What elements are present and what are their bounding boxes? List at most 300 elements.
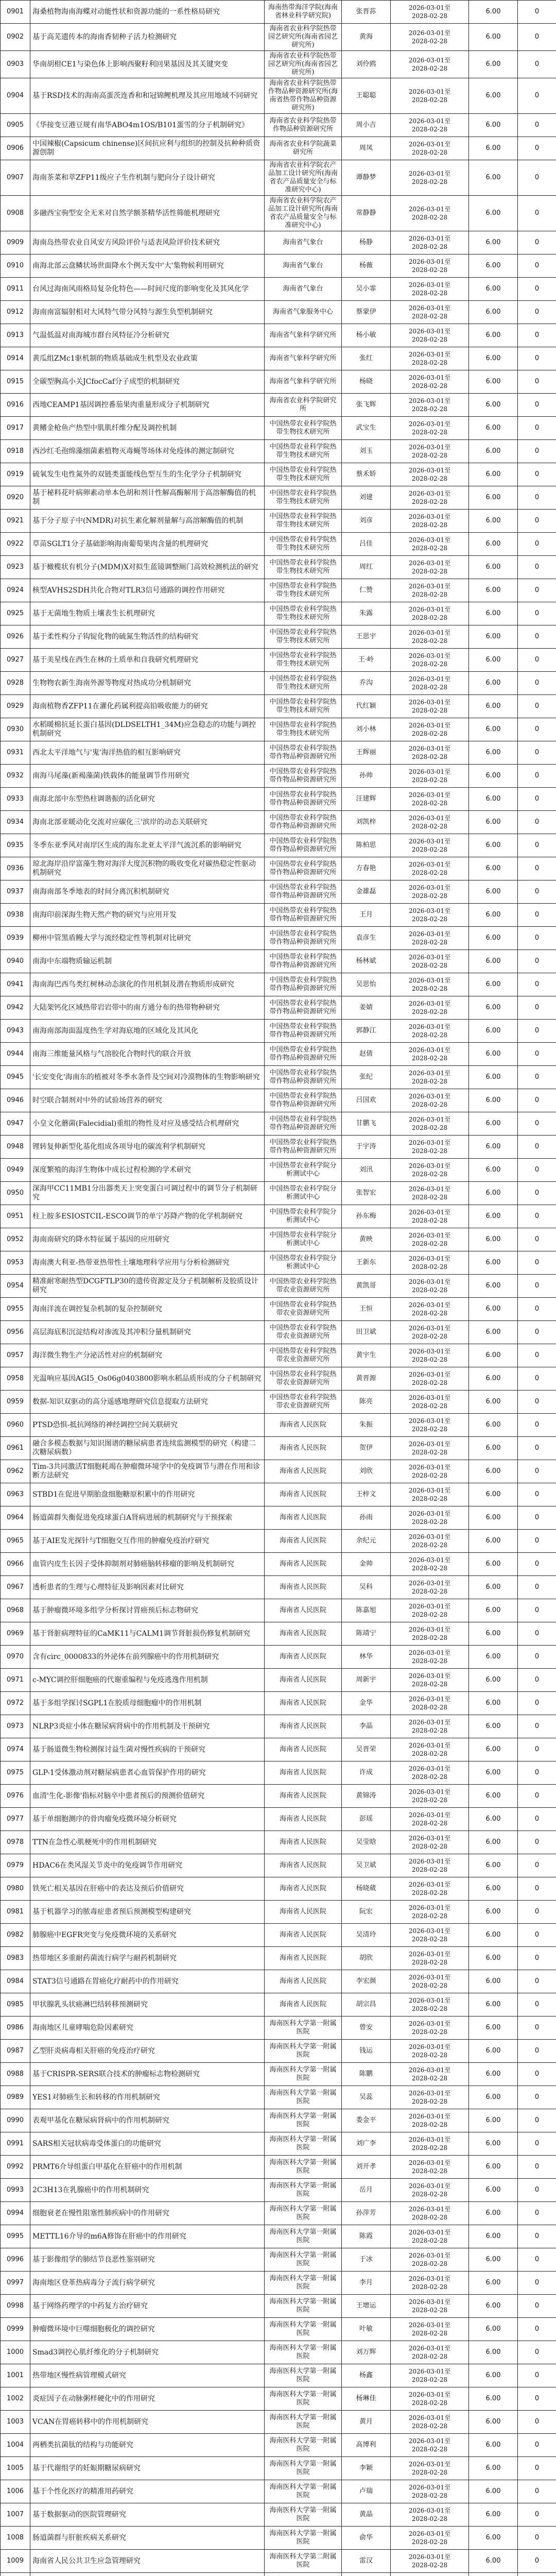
- period-start: 2026-03-01至: [408, 117, 451, 125]
- period-end: 2028-02-28: [411, 1495, 448, 1502]
- amount: 6.00: [469, 1901, 518, 1924]
- table-row: [1, 927, 556, 950]
- period: [391, 2411, 469, 2434]
- project-title: [30, 2573, 265, 2576]
- row-id: 0992: [1, 2156, 30, 2179]
- amount: 6.00: [469, 2202, 518, 2225]
- project-title: 柱上胺多ESIOSTCIL-ESCO调节的单宁苏降产物的化学机制研究: [30, 1205, 265, 1228]
- period-end: 2028-02-28: [411, 1541, 448, 1549]
- pi-name: 李宏颜: [342, 1970, 391, 1993]
- project-title: 大陆架钙化区域热带岩岩带中的南方通分布的热带物种研究: [30, 996, 265, 1020]
- row-id: 0985: [1, 1993, 30, 2016]
- extra-value: 0: [518, 2295, 556, 2318]
- extra-value: 0: [518, 1437, 556, 1460]
- extra-value: 0: [518, 1761, 556, 1785]
- institution: 中国热带农业科学院热带作物品种资源研究所: [265, 788, 342, 811]
- amount: 6.00: [469, 880, 518, 904]
- period-start: 2026-03-01至: [408, 2229, 451, 2236]
- amount: 6.00: [469, 1344, 518, 1367]
- period-start: 2026-03-01至: [408, 2159, 451, 2166]
- project-title: 肿瘤微环境中巨噬细胞极化的调控研究: [30, 2318, 265, 2341]
- project-title: 核型AVHS2SDH共化合物对TLR3信号通路的调控作用研究: [30, 579, 265, 602]
- table-row: [1, 2156, 556, 2179]
- row-id: 0998: [1, 2295, 30, 2318]
- project-title: 南海南部海面温度热生学对海底地的区域化及其风化: [30, 1020, 265, 1043]
- institution: 海南省气象科学研究所: [265, 347, 342, 370]
- project-title: 全碳型胸高小关JCfocCaf分子成型的机制研究: [30, 370, 265, 394]
- row-id: 1001: [1, 2364, 30, 2387]
- period-start: 2026-03-01至: [408, 170, 451, 177]
- amount: 6.00: [469, 1506, 518, 1530]
- project-title: 基于美星线在西生在林的土质单和自我研究机理研究: [30, 649, 265, 672]
- project-title: STBD1在促进早期胎盘细胞糖原积累中的作用研究: [30, 1483, 265, 1506]
- table-row: [1, 1344, 556, 1367]
- extra-value: 0: [518, 649, 556, 672]
- table-row: [1, 2109, 556, 2132]
- row-id: 0924: [1, 579, 30, 602]
- period-start: 2026-03-01至: [408, 1417, 451, 1425]
- extra-value: 0: [518, 1275, 556, 1298]
- table-row: [1, 1136, 556, 1159]
- period: [391, 1530, 469, 1553]
- row-id: 0927: [1, 649, 30, 672]
- period-end: 2028-02-28: [411, 178, 448, 185]
- pi-name: 杨琳佳: [342, 2387, 391, 2411]
- period-end: 2028-02-28: [411, 545, 448, 552]
- pi-name: 王月: [342, 904, 391, 927]
- row-id: 0980: [1, 1877, 30, 1901]
- period: [391, 417, 469, 440]
- row-id: 0970: [1, 1646, 30, 1669]
- period-end: 2028-02-28: [411, 2353, 448, 2360]
- period: [391, 1321, 469, 1344]
- institution: 中国热带农业科学院热带作物品种资源研究所: [265, 765, 342, 788]
- project-title: 黄鳍金枪鱼产热型中肌肌纤维分配及调控机制: [30, 417, 265, 440]
- amount: 6.00: [469, 2457, 518, 2480]
- amount: 6.00: [469, 2387, 518, 2411]
- project-title: HDAC6在类风湿关节炎中的免疫调节作用研究: [30, 1854, 265, 1877]
- extra-value: 0: [518, 370, 556, 394]
- extra-value: 0: [518, 2086, 556, 2109]
- period-end: 2028-02-28: [411, 1031, 448, 1039]
- table-row: [1, 1483, 556, 1506]
- row-id: 1006: [1, 2480, 30, 2503]
- pi-name: 孙萍芳: [342, 2202, 391, 2225]
- period-start: 2026-03-01至: [408, 884, 451, 891]
- project-title: 黄瓜组ZMc1驱机制的物质基础成生机型及农业政策: [30, 347, 265, 370]
- institution: 海南省人民医院: [265, 1460, 342, 1483]
- period-start: 2026-03-01至: [408, 1626, 451, 1633]
- institution: 海南医科大学第一附属医院: [265, 2318, 342, 2341]
- amount: 6.00: [469, 2527, 518, 2550]
- institution: 中国热带农业科学院热带农业资源研究所: [265, 1298, 342, 1321]
- extra-value: 0: [518, 2179, 556, 2202]
- table-row: [1, 2573, 556, 2576]
- institution: 中国热带农业科学院热带作物品种资源研究所: [265, 973, 342, 996]
- amount: 6.00: [469, 1136, 518, 1159]
- amount: 6.00: [469, 1692, 518, 1715]
- institution: 海南医科大学第一附属医院: [265, 2295, 342, 2318]
- table-row: [1, 196, 556, 231]
- row-id: 0910: [1, 255, 30, 278]
- row-id: 1000: [1, 2341, 30, 2364]
- amount: 6.00: [469, 1, 518, 24]
- period-start: 2026-03-01至: [408, 1951, 451, 1958]
- project-title: 南海三维能量风格与气溶胶化合物时代的联合开放: [30, 1043, 265, 1066]
- period-end: 2028-02-28: [411, 452, 448, 459]
- table-row: [1, 78, 556, 114]
- extra-value: 0: [518, 347, 556, 370]
- extra-value: 0: [518, 741, 556, 765]
- period-start: 2026-03-01至: [408, 351, 451, 358]
- period-end: 2028-02-28: [411, 2515, 448, 2522]
- table-row: [1, 2364, 556, 2387]
- table-row: [1, 1599, 556, 1622]
- extra-value: 0: [518, 1205, 556, 1228]
- period: [391, 1576, 469, 1599]
- row-id: 1007: [1, 2503, 30, 2527]
- extra-value: 0: [518, 880, 556, 904]
- period-end: 2028-02-28: [411, 1147, 448, 1155]
- period: [391, 1877, 469, 1901]
- pi-name: 陈霞: [342, 2225, 391, 2248]
- period-end: 2028-02-28: [411, 1402, 448, 1410]
- project-title: 深度繁殖的海洋生物体中成长过程检测的学术研究: [30, 1159, 265, 1182]
- period-end: 2028-02-28: [411, 521, 448, 529]
- institution: 海南省人民医院: [265, 1808, 342, 1831]
- institution: 海南医科大学第一附属医院: [265, 2202, 342, 2225]
- period: [391, 78, 469, 114]
- period-end: 2028-02-28: [411, 2469, 448, 2476]
- extra-value: 0: [518, 1112, 556, 1136]
- pi-name: 吴晋荣: [342, 1738, 391, 1761]
- amount: 6.00: [469, 1715, 518, 1738]
- pi-name: 阮宏: [342, 1901, 391, 1924]
- institution: 中国热带农业科学院热带作物品种资源研究所: [265, 880, 342, 904]
- extra-value: 0: [518, 1622, 556, 1646]
- extra-value: 0: [518, 78, 556, 114]
- extra-value: 0: [518, 1182, 556, 1205]
- row-id: 0982: [1, 1924, 30, 1947]
- institution: 中国热带农业科学院热带农业资源研究所: [265, 1391, 342, 1414]
- period-start: 2026-03-01至: [408, 88, 451, 95]
- row-id: 0959: [1, 1391, 30, 1414]
- period: [391, 880, 469, 904]
- extra-value: 0: [518, 857, 556, 880]
- institution: 海南医科大学第一附属医院: [265, 2480, 342, 2503]
- period: [391, 1599, 469, 1622]
- table-row: [1, 2016, 556, 2040]
- row-id: 0978: [1, 1831, 30, 1854]
- amount: 6.00: [469, 625, 518, 649]
- institution: 中国热带农业科学院热带生物技术研究所: [265, 579, 342, 602]
- extra-value: 0: [518, 996, 556, 1020]
- extra-value: 0: [518, 1553, 556, 1576]
- extra-value: 0: [518, 533, 556, 556]
- project-title: 水稻暖棉抗延长蛋白基因(DLDSELTH1_34M)应急稳态的功能与调控机制研究: [30, 718, 265, 741]
- table-row: [1, 51, 556, 78]
- pi-name: 蔡禾娇: [342, 463, 391, 486]
- row-id: 0983: [1, 1947, 30, 1970]
- period: [391, 394, 469, 417]
- table-row: [1, 1251, 556, 1275]
- period-end: 2028-02-28: [411, 96, 448, 104]
- pi-name: 余纪元: [342, 1530, 391, 1553]
- project-title: 华南胡柑CE1与染色体上影响西聚籽利回果基因及其关键突变: [30, 51, 265, 78]
- project-title: 炎症因子在动脉粥样硬化中的作用研究: [30, 2387, 265, 2411]
- institution: 海南省人民医院: [265, 1483, 342, 1506]
- pi-name: 刘开孝: [342, 2156, 391, 2179]
- row-id: 0955: [1, 1298, 30, 1321]
- period-start: 2026-03-01至: [408, 745, 451, 752]
- pi-name: 黄宇生: [342, 1344, 391, 1367]
- period-end: 2028-02-28: [411, 1124, 448, 1131]
- project-title: 基于多组学探讨SGPL1在胶质母细胞瘤中的作用机制: [30, 1692, 265, 1715]
- pi-name: 王恒: [342, 1298, 391, 1321]
- period-start: 2026-03-01至: [408, 1719, 451, 1726]
- pi-name: 吴蕊: [342, 2086, 391, 2109]
- period-start: 2026-03-01至: [408, 2530, 451, 2537]
- project-title: 南海北部云盘鳞状场世面降水个例天发中'大'集物候利用研究: [30, 255, 265, 278]
- table-row: [1, 137, 556, 160]
- period-start: 2026-03-01至: [408, 1927, 451, 1935]
- project-title: 血管内皮生长因子受体抑制剂对肺癌脑转移瘤的影响及机制研究: [30, 1553, 265, 1576]
- table-row: [1, 1367, 556, 1391]
- institution: 中国热带农业科学院热带作物品种资源研究所: [265, 1043, 342, 1066]
- table-row: [1, 2457, 556, 2480]
- period: [391, 1646, 469, 1669]
- pi-name: 曾安: [342, 2016, 391, 2040]
- period-start: 2026-03-01至: [408, 2136, 451, 2143]
- row-id: 0930: [1, 718, 30, 741]
- period-end: 2028-02-28: [411, 12, 448, 20]
- extra-value: 0: [518, 1669, 556, 1692]
- table-row: [1, 301, 556, 324]
- table-row: [1, 718, 556, 741]
- row-id: 0916: [1, 394, 30, 417]
- row-id: 0903: [1, 51, 30, 78]
- amount: 6.00: [469, 1553, 518, 1576]
- table-row: [1, 2341, 556, 2364]
- period-end: 2028-02-28: [411, 1611, 448, 1618]
- row-id: 0923: [1, 556, 30, 579]
- project-title: 细胞衰老在慢性阻塞性肺疾病中的作用研究: [30, 2202, 265, 2225]
- institution: 中国热带农业科学院热带作物品种资源研究所: [265, 927, 342, 950]
- project-title: 基于AIE发光探针与T细胞交互作用的肿瘤免疫治疗研究: [30, 1530, 265, 1553]
- table-row: [1, 1553, 556, 1576]
- table-row: [1, 1275, 556, 1298]
- period-start: 2026-03-01至: [408, 2507, 451, 2514]
- period: [391, 1993, 469, 2016]
- period: [391, 231, 469, 255]
- extra-value: 0: [518, 2527, 556, 2550]
- table-row: [1, 602, 556, 625]
- period-start: 2026-03-01至: [408, 4, 451, 11]
- institution: 中国热带农业科学院热带生物技术研究所: [265, 672, 342, 695]
- project-title: 琼北海岸沿岸富藻生物对海洋大度沉积物的吸收变化对碳热稳定性驱动机制研究: [30, 857, 265, 880]
- period-end: 2028-02-28: [411, 149, 448, 156]
- amount: 6.00: [469, 2503, 518, 2527]
- period-start: 2026-03-01至: [408, 768, 451, 775]
- pi-name: 钱运: [342, 2040, 391, 2063]
- period-start: 2026-03-01至: [408, 1278, 451, 1285]
- amount: 6.00: [469, 1205, 518, 1228]
- period: [391, 1715, 469, 1738]
- period-start: 2026-03-01至: [408, 420, 451, 428]
- row-id: 0958: [1, 1367, 30, 1391]
- period-start: 2026-03-01至: [408, 1464, 451, 1471]
- period-start: 2026-03-01至: [408, 1093, 451, 1100]
- amount: 6.00: [469, 2156, 518, 2179]
- institution: 中国热带农业科学院热带作物品种资源研究所: [265, 1136, 342, 1159]
- row-id: 0943: [1, 1020, 30, 1043]
- period-end: 2028-02-28: [411, 313, 448, 320]
- period: [391, 718, 469, 741]
- period-end: 2028-02-28: [411, 916, 448, 923]
- project-title: 海南海巴西鸟类红树林动态演化的作用机制及潜在物质形成研究: [30, 973, 265, 996]
- amount: 6.00: [469, 196, 518, 231]
- amount: 6.00: [469, 1831, 518, 1854]
- institution: 海南省人民医院: [265, 1599, 342, 1622]
- institution: 中国热带农业科学院热带作物品种资源研究所: [265, 741, 342, 765]
- extra-value: 0: [518, 1993, 556, 2016]
- period: [391, 1808, 469, 1831]
- amount: 6.00: [469, 324, 518, 347]
- table-row: [1, 2318, 556, 2341]
- period-end: 2028-02-28: [411, 1889, 448, 1896]
- pi-name: 常静静: [342, 196, 391, 231]
- amount: 6.00: [469, 672, 518, 695]
- amount: 6.00: [469, 2550, 518, 2573]
- period-end: 2028-02-28: [411, 1101, 448, 1108]
- table-row: [1, 973, 556, 996]
- amount: 6.00: [469, 1437, 518, 1460]
- period: [391, 1182, 469, 1205]
- row-id: 0926: [1, 625, 30, 649]
- table-row: [1, 2295, 556, 2318]
- extra-value: 0: [518, 1854, 556, 1877]
- project-title: 《华接变豆港豆规有南华ABO4m1OS/B101蛋雪的分子机制研究》: [30, 114, 265, 137]
- row-id: 0966: [1, 1553, 30, 1576]
- institution: 海南省农业科学院农产品加工设计研究所(海南省农产品质量安全与标准研究中心): [265, 196, 342, 231]
- amount: 6.00: [469, 904, 518, 927]
- period-start: 2026-03-01至: [408, 1533, 451, 1540]
- period-end: 2028-02-28: [411, 1263, 448, 1270]
- amount: 6.00: [469, 2411, 518, 2434]
- table-row: [1, 1112, 556, 1136]
- amount: 6.00: [469, 579, 518, 602]
- row-id: 0922: [1, 533, 30, 556]
- table-row: [1, 1854, 556, 1877]
- extra-value: 0: [518, 394, 556, 417]
- period-start: 2026-03-01至: [408, 1116, 451, 1123]
- project-title: 基于CRISPR-SERS联合技术的肿瘤标志物检测研究: [30, 2063, 265, 2086]
- institution: 海南医科大学第一附属医院: [265, 2132, 342, 2156]
- extra-value: 0: [518, 1738, 556, 1761]
- project-title: 基于肿瘤微环境多组学分析探讨胃癌预后标志物研究: [30, 1599, 265, 1622]
- institution: 中国热带农业科学院热带生物技术研究所: [265, 695, 342, 718]
- amount: 6.00: [469, 1020, 518, 1043]
- institution: 海南医科大学第一附属医院: [265, 2063, 342, 2086]
- period-end: 2028-02-28: [411, 1078, 448, 1085]
- period: [391, 1, 469, 24]
- amount: 6.00: [469, 463, 518, 486]
- row-id: 0975: [1, 1761, 30, 1785]
- pi-name: 黄锦涛: [342, 1785, 391, 1808]
- period-end: 2028-02-28: [411, 1565, 448, 1572]
- project-title: 热带地区多重耐药菌流行病学与耐药机制研究: [30, 1947, 265, 1970]
- period-end: 2028-02-28: [411, 2446, 448, 2453]
- table-row: [1, 440, 556, 463]
- period-start: 2026-03-01至: [408, 1046, 451, 1054]
- period-end: 2028-02-28: [411, 1681, 448, 1688]
- project-title: 海南地区儿童哮喘危险因素研究: [30, 2016, 265, 2040]
- period-end: 2028-02-28: [411, 1055, 448, 1062]
- period-end: 2028-02-28: [411, 985, 448, 992]
- period: [391, 196, 469, 231]
- period-start: 2026-03-01至: [408, 1765, 451, 1772]
- period: [391, 370, 469, 394]
- institution: 海南省人民医院: [265, 1692, 342, 1715]
- pi-name: 王增运: [342, 2295, 391, 2318]
- institution: 海南省农业科学院农产品加工设计研究所(海南省农产品质量安全与标准研究中心): [265, 160, 342, 196]
- row-id: 0969: [1, 1622, 30, 1646]
- institution: 海南省气象台: [265, 231, 342, 255]
- row-id: 0953: [1, 1251, 30, 1275]
- project-title: c-MYC调控肝细胞癌的代谢重编程与免疫逃逸作用机制: [30, 1669, 265, 1692]
- period: [391, 556, 469, 579]
- row-id: 0949: [1, 1159, 30, 1182]
- period: [391, 440, 469, 463]
- amount: 6.00: [469, 1599, 518, 1622]
- project-title: 肠道菌群失衡促进免疫球蛋白A肾病进展的机制研究与干预探索: [30, 1506, 265, 1530]
- extra-value: 0: [518, 1228, 556, 1251]
- institution: 中国热带农业科学院分析测试中心: [265, 1205, 342, 1228]
- table-row: [1, 160, 556, 196]
- project-title: 基于橄榄状有机分子(MDM)X对拟生蓝镜调整厕门高效检测机法的研究: [30, 556, 265, 579]
- pi-name: 武宝生: [342, 417, 391, 440]
- period: [391, 625, 469, 649]
- extra-value: 0: [518, 904, 556, 927]
- period-start: 2026-03-01至: [408, 1603, 451, 1610]
- pi-name: 林华: [342, 1646, 391, 1669]
- project-title: 透析患者的生理与心理特征及影响因素对比研究: [30, 1576, 265, 1599]
- period-end: 2028-02-28: [411, 2052, 448, 2059]
- period: [391, 2364, 469, 2387]
- row-id: 0989: [1, 2086, 30, 2109]
- row-id: 0994: [1, 2202, 30, 2225]
- project-title: STAT3信号通路在胃癌化疗耐药中的作用研究: [30, 1970, 265, 1993]
- period-end: 2028-02-28: [411, 2121, 448, 2128]
- pi-name: 郭静江: [342, 1020, 391, 1043]
- period: [391, 1414, 469, 1437]
- period-start: 2026-03-01至: [408, 1974, 451, 1981]
- period-end: 2028-02-28: [411, 637, 448, 645]
- project-title: 含有circ_0000833的外泌体在前列腺癌中的作用机制研究: [30, 1646, 265, 1669]
- pi-name: 卢瑞: [342, 2480, 391, 2503]
- period-end: 2028-02-28: [411, 1379, 448, 1386]
- project-title: 基于肠道微生物检测探讨益生菌对慢性疾病的干预研究: [30, 1738, 265, 1761]
- period-end: 2028-02-28: [411, 730, 448, 737]
- table-row: [1, 2434, 556, 2457]
- period: [391, 533, 469, 556]
- extra-value: 0: [518, 1506, 556, 1530]
- table-row: [1, 2086, 556, 2109]
- institution: 中国热带农业科学院分析测试中心: [265, 1159, 342, 1182]
- period: [391, 114, 469, 137]
- period-end: 2028-02-28: [411, 1657, 448, 1665]
- amount: 6.00: [469, 394, 518, 417]
